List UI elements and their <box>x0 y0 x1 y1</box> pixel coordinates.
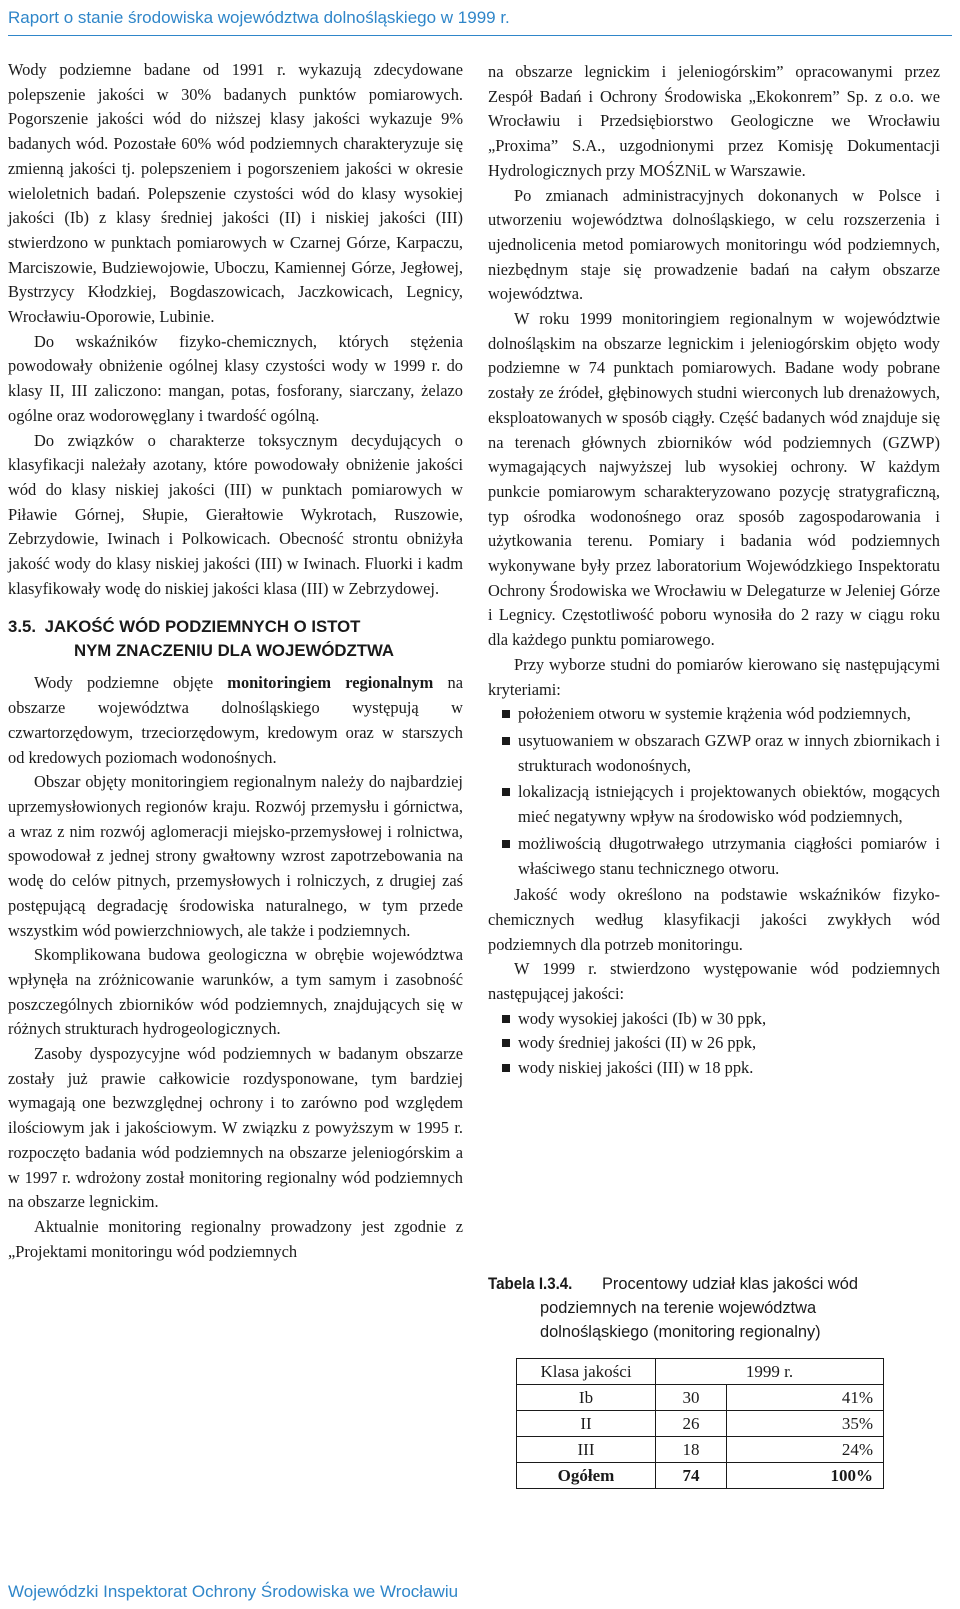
list-item-text: wody wysokiej jakości (Ib) w 30 ppk, <box>518 1008 767 1028</box>
header-rule <box>8 35 952 36</box>
cell-percent: 41% <box>726 1385 883 1411</box>
caption-line-3: dolnośląskiego (monitoring regionalny) <box>540 1323 821 1341</box>
section-heading-line-2: NYM ZNACZENIU DLA WOJEWÓDZTWA <box>74 641 395 661</box>
left-paragraph-2: Do wskaźników fizyko-chemicznych, których stężenia powodowały obniżenie ogólnej klasy czystości wody w 1999 r. do klasy II, III zaliczono: mangan, potas, fosforany, siarczany, żelazo ogólne oraz wodorowęglany i twardość ogólną. <box>8 331 463 425</box>
left-paragraph-1: Wody podziemne badane od 1991 r. wykazują zdecydowane polepszenie jakości w 30% badanych punktów pomiarowych. Pogorszenie jakości wód do niższej klasy jakości wykazuje 9% badanych wód. Pozostałe 60% wód podziemnych charakteryzuje się zmienną jakości tj. polepszeniem i pogorszeniem jakości w okresie wieloletnich badań. Polepszenie czystości wód do klasy wysokiej jakości (Ib) z klasy średniej jakości (II) i niskiej jakości (III) stwierdzono w punktach pomiarowych w Czarnej Górze, Karpaczu, Marciszowie, Budziewojowie, Uboczu, Kamiennej Górze, Jegłowej, Bystrzycy Kłodzkiej, Bogdaszowicach, Jaczkowicach, Legnicy, Wrocławiu-Oporowie, Lubinie. <box>8 60 463 327</box>
p4-before: Wody podziemne objęte <box>34 673 228 693</box>
list-item-text: położeniem otworu w systemie krążenia wód podziemnych, <box>518 704 911 724</box>
list-item-text: wody niskiej jakości (III) w 18 ppk. <box>518 1058 754 1078</box>
left-paragraph-4 <box>8 671 463 770</box>
list-item <box>488 780 940 829</box>
left-paragraph-8: Aktualnie monitoring regionalny prowadzony jest zgodnie z „Projektami monitoringu wód podziemnych <box>8 1216 463 1261</box>
list-item <box>488 1007 940 1032</box>
table-block <box>488 1272 940 1489</box>
right-paragraph-6: W 1999 r. stwierdzono występowanie wód podziemnych następującej jakości: <box>488 959 940 1004</box>
right-paragraph-3: W roku 1999 monitoringiem regionalnym w województwie dolnośląskim na obszarze legnickim i jeleniogórskim objęto wody podziemne w 74 punktach pomiarowych. Badane wody pobrane zostały ze źródeł, głębinowych studni wierconych lub drenażowych, eksploatowanych w sposób ciągły. Część badanych wód znajduje się na terenach głównych zbiorników wód podziemnych (GZWP) wymagających najwyższej lub wysokiej ochrony. W każdym punkcie pomiarowym scharakteryzowano pozycję stratygraficzną, typ ośrodka wodonośnego oraz sposób zagospodarowania i użytkowania terenu. Pomiary i badania wód podziemnych wykonywane były przez laboratorium Wojewódzkiego Inspektoratu Ochrony Środowiska we Wrocławiu w Delegaturze w Jeleniej Górze i Legnicy. Częstotliwość poboru wynosiła do 2 razy w ciągu roku dla każdego punktu pomiarowego. <box>488 309 940 650</box>
cell-total-count: 74 <box>656 1463 727 1489</box>
table-caption <box>488 1272 940 1344</box>
cell-class: III <box>517 1437 656 1463</box>
right-paragraph-2: Po zmianach administracyjnych dokonanych w Polsce i utworzeniu województwa dolnośląskiego, w celu rozszerzenia i ujednolicenia metod pomiarowych monitoringu wód podziemnych, niezbędnym staje się prowadzenie badań na całym obszarze województwa. <box>488 185 940 304</box>
list-item-text: usytuowaniem w obszarach GZWP oraz w innych zbiornikach i strukturach wodonośnych, <box>518 730 940 775</box>
section-heading-line-1: JAKOŚĆ WÓD PODZIEMNYCH O ISTOT <box>44 617 361 637</box>
right-paragraph-1: na obszarze legnickim i jeleniogórskim” opracowanymi przez Zespół Badań i Ochrony Środowiska „Ekokonrem” Sp. z o.o. we Wrocławiu i Przedsiębiorstwo Geologiczne we Wrocławiu „Proxima” S.A., uzgodnionymi przez Komisję Dokumentacji Hydrologicznych przy MOŚZNiL w Warszawie. <box>488 62 940 180</box>
caption-line-1 <box>488 1272 940 1296</box>
table-row <box>517 1411 884 1437</box>
list-item-text: możliwością długotrwałego utrzymania ciągłości pomiarów i właściwego stanu technicznego otworu. <box>518 833 940 878</box>
left-column <box>8 58 463 1264</box>
p4-bold-term: monitoringiem regionalnym <box>227 673 434 693</box>
left-paragraph-7: Zasoby dyspozycyjne wód podziemnych w badanym obszarze zostały już prawie całkowicie rozdysponowane, tym bardziej wymagają one bezwzględnej ochrony i to zarówno pod względem ilościowym jak i jakościowym. W związku z powyższym w 1995 r. rozpoczęto badania wód podziemnych na obszarze jeleniogórskim a w 1997 r. wdrożony został monitoring regionalny wód podziemnych na obszarze legnickim. <box>8 1044 463 1212</box>
bullet-square-icon <box>502 1064 510 1072</box>
table-total-row <box>517 1463 884 1489</box>
bullet-square-icon <box>502 710 510 718</box>
caption-line-2: podziemnych na terenie województwa <box>540 1299 817 1317</box>
header-year: 1999 r. <box>656 1359 884 1385</box>
left-paragraph-3: Do związków o charakterze toksycznym decydujących o klasyfikacji należały azotany, które powodowały obniżenie jakości wód do klasy niskiej jakości (III) w punktach pomiarowych w Piławie Górnej, Słupie, Gierałtowie Wykrotach, Ruszowie, Zebrzydowie, Iwinach i Polkowicach. Obecność strontu obniżyła jakość wody do klasy niskiej jakości (III) w Iwinach. Fluorki i kadm klasyfikowały wodę do niskiej jakości klasa (III) w Zebrzydowej. <box>8 430 463 598</box>
table-header-row <box>517 1359 884 1385</box>
table-row <box>517 1437 884 1463</box>
criteria-list <box>488 702 940 881</box>
header-class: Klasa jakości <box>517 1359 656 1385</box>
list-item <box>488 1056 940 1081</box>
left-paragraph-6: Skomplikowana budowa geologiczna w obrębie województwa wpłynęła na zróżnicowanie warunków, a tym samym i zasobność poszczególnych zbiorników wód podziemnych, znajdujących się w różnych strukturach hydrogeologicznych. <box>8 945 463 1039</box>
cell-total-label: Ogółem <box>517 1463 656 1489</box>
cell-count: 26 <box>656 1411 727 1437</box>
p4-after: na obszarze województwa dolnośląskiego występują w czwartorzędowym, trzeciorzędowym, kredowym oraz w starszych od kredowych poziomach wodonośnych. <box>8 673 463 767</box>
caption-text-1: Procentowy udział klas jakości wód <box>602 1275 858 1293</box>
table-label: Tabela I.3.4. <box>488 1275 573 1293</box>
table-row <box>517 1385 884 1411</box>
running-footer <box>8 1578 952 1606</box>
list-item-text: lokalizacją istniejących i projektowanych obiektów, mogących mieć negatywny wpływ na środowisko wód podziemnych, <box>518 782 940 827</box>
bullet-square-icon <box>502 737 510 745</box>
bullet-square-icon <box>502 1039 510 1047</box>
left-paragraph-5: Obszar objęty monitoringiem regionalnym należy do najbardziej uprzemysłowionych regionów kraju. Rozwój przemysłu i górnictwa, a wraz z nim rozwój aglomeracji miejsko-przemysłowej i rolnictwa, spowodował z jednej strony gwałtowny wzrost zapotrzebowania na wodę do celów pitnych, przemysłowych i rolniczych, z drugiej zaś postępującą degradację środowiska naturalnego, w tym przede wszystkim wód powierzchniowych, ale także i podziemnych. <box>8 772 463 940</box>
section-heading <box>8 615 463 663</box>
list-item <box>488 832 940 881</box>
section-number: 3.5. <box>8 617 36 637</box>
quality-table <box>516 1358 884 1489</box>
right-paragraph-5: Jakość wody określono na podstawie wskaźników fizyko-chemicznych według klasyfikacji jakości zwykłych wód podziemnych dla potrzeb monitoringu. <box>488 885 940 954</box>
list-item <box>488 729 940 778</box>
cell-percent: 35% <box>726 1411 883 1437</box>
running-header-title: Raport o stanie środowiska województwa dolnośląskiego w 1999 r. <box>8 8 510 27</box>
running-footer-text: Wojewódzki Inspektorat Ochrony Środowiska we Wrocławiu <box>8 1582 459 1601</box>
list-item <box>488 1031 940 1056</box>
quality-list <box>488 1007 940 1081</box>
bullet-square-icon <box>502 1015 510 1023</box>
cell-count: 30 <box>656 1385 727 1411</box>
cell-class: Ib <box>517 1385 656 1411</box>
cell-total-percent: 100% <box>726 1463 883 1489</box>
cell-percent: 24% <box>726 1437 883 1463</box>
bullet-square-icon <box>502 788 510 796</box>
bullet-square-icon <box>502 840 510 848</box>
list-item <box>488 702 940 727</box>
running-header <box>8 4 952 38</box>
cell-count: 18 <box>656 1437 727 1463</box>
list-item-text: wody średniej jakości (II) w 26 ppk, <box>518 1033 757 1053</box>
cell-class: II <box>517 1411 656 1437</box>
right-paragraph-4: Przy wyborze studni do pomiarów kierowano się następującymi kryteriami: <box>488 654 940 699</box>
right-column <box>488 60 940 1081</box>
